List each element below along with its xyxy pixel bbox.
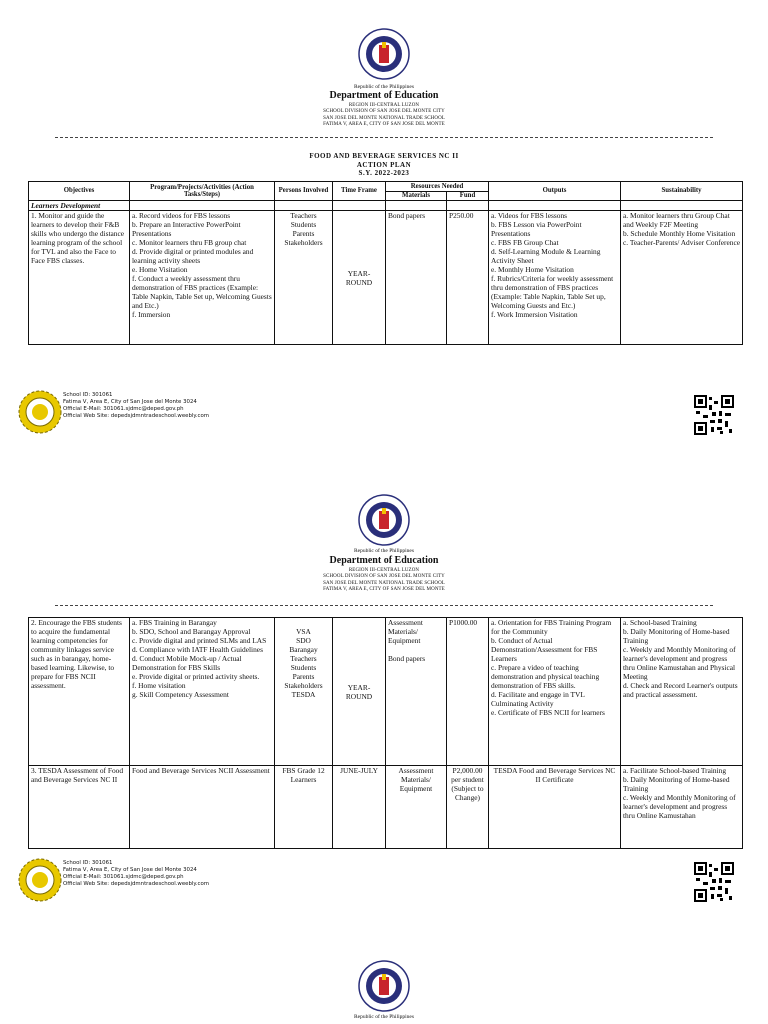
footer-website: Official Web Site: depedsjdmntradeschool.weebly.com [63, 881, 210, 887]
list-item: Students [290, 663, 317, 672]
list-item: a. FBS Training in Barangay [132, 618, 217, 627]
list-item: b. Conduct of Actual Demonstration/Assessment for FBS Learners [491, 636, 598, 663]
outputs-cell [489, 618, 621, 766]
footer-email: Official E-Mail: 301061.sjdmc@deped.gov.ph [63, 874, 184, 880]
list-item: f. Immersion [132, 310, 171, 319]
list-item: Bond papers [388, 211, 426, 220]
deped-seal-icon [358, 960, 410, 1012]
list-item: e. Home Visitation [132, 265, 188, 274]
sustainability-cell [621, 766, 743, 849]
list-item: b. Schedule Monthly Home Visitation [623, 229, 736, 238]
col-objectives: Objectives [29, 182, 130, 201]
time-cell: YEAR-ROUND [333, 211, 386, 345]
list-item: Teachers [290, 211, 317, 220]
list-item: f. Home visitation [132, 681, 186, 690]
list-item: Food and Beverage Services NCII Assessment [132, 766, 270, 775]
region-line: REGION III-CENTRAL LUZON [348, 568, 420, 573]
objective-cell: 3. TESDA Assessment of Food and Beverage Services NC II [29, 766, 130, 849]
col-fund: Fund [447, 192, 489, 201]
list-item: d. Provide digital or printed modules and learning activity sheets [132, 247, 254, 265]
list-item: c. Teacher-Parents/ Adviser Conference [623, 238, 741, 247]
list-item: Stakeholders [284, 238, 323, 247]
col-outputs: Outputs [489, 182, 621, 201]
fund-cell: P1000.00 [447, 618, 489, 766]
plan-title-line1: FOOD AND BEVERAGE SERVICES NC II [309, 152, 459, 160]
region-line: REGION III-CENTRAL LUZON [348, 103, 420, 108]
col-sustainability: Sustainability [621, 182, 743, 201]
address-line: FATIMA V, AREA E, CITY OF SAN JOSE DEL MONTE [323, 586, 445, 592]
header-divider [55, 605, 713, 606]
fund-cell: P2,000.00 per student (Subject to Change) [447, 766, 489, 849]
deped-seal-icon [358, 494, 410, 546]
republic-line: Republic of the Philippines [353, 548, 415, 554]
objective-cell: 1. Monitor and guide the learners to develop their F&B skills who undergo the distance learning program of the school for TVL and also the Face to Face FBS classes. [29, 211, 130, 345]
list-item: TESDA [291, 690, 316, 699]
list-item: a. Facilitate School-based Training [623, 766, 727, 775]
objective-cell: 2. Encourage the FBS students to acquire the fundamental learning competencies for community linkages service such as in barangay, home-based learning. Likewise, to prepare for FBS NCII assessment. [29, 618, 130, 766]
list-item: d. Check and Record Learner's outputs and practical assessment. [623, 681, 738, 699]
footer-email: Official E-Mail: 301061.sjdmc@deped.gov.ph [63, 406, 184, 412]
list-item: Teachers [290, 654, 317, 663]
table-row [29, 618, 743, 766]
footer-school-id: School ID: 301061 [63, 392, 113, 398]
list-item: Students [290, 220, 317, 229]
time-cell: YEAR-ROUND [333, 618, 386, 766]
list-item: c. FBS FB Group Chat [491, 238, 559, 247]
republic-line: Republic of the Philippines [353, 84, 415, 90]
activities-cell [130, 766, 275, 849]
footer-address: Fatima V, Area E, City of San Jose del Monte 3024 [63, 399, 197, 405]
qr-code-icon [694, 862, 734, 902]
materials-cell [386, 618, 447, 766]
activities-cell [130, 618, 275, 766]
list-item: c. Provide digital and printed SLMs and LAS [132, 636, 267, 645]
footer-website: Official Web Site: depedsjdmntradeschool.weebly.com [63, 413, 210, 419]
materials-cell [386, 766, 447, 849]
division-line: SCHOOL DIVISION OF SAN JOSE DEL MONTE CITY [323, 574, 445, 580]
department-name: Department of Education [329, 90, 439, 101]
list-item: d. Facilitate and engage in TVL Culminating Activity [491, 690, 585, 708]
list-item: b. Daily Monitoring of Home-based Training [623, 627, 730, 645]
action-plan-table-continued [28, 617, 743, 849]
list-item: Assessment Materials/ Equipment [398, 766, 434, 793]
list-item: b. Daily Monitoring of Home-based Training [623, 775, 730, 793]
persons-cell [275, 766, 333, 849]
republic-line: Republic of the Philippines [353, 1014, 415, 1020]
persons-cell [275, 618, 333, 766]
footer-school-id: School ID: 301061 [63, 860, 113, 866]
list-item: TESDA Food and Beverage Services NC II Certificate [493, 766, 616, 784]
list-item: f. Work Immersion Visitation [491, 310, 578, 319]
section-label: Learners Development [29, 201, 130, 211]
list-item: FBS Grade 12 Learners [282, 766, 325, 784]
list-item: b. SDO, School and Barangay Approval [132, 627, 251, 636]
list-item: a. School-based Training [623, 618, 697, 627]
list-item: e. Provide digital or printed activity sheets. [132, 672, 260, 681]
col-resources: Resources Needed [386, 182, 489, 192]
plan-title-line3: S.Y. 2022-2023 [358, 169, 410, 177]
address-line: FATIMA V, AREA E, CITY OF SAN JOSE DEL MONTE [323, 121, 445, 127]
school-line: SAN JOSE DEL MONTE NATIONAL TRADE SCHOOL [323, 580, 445, 586]
list-item: c. Prepare a video of teaching demonstration and physical teaching demonstration of FBS skills. [491, 663, 600, 690]
list-item: b. Prepare an Interactive PowerPoint Presentations [132, 220, 241, 238]
list-item: Parents [292, 229, 315, 238]
list-item: e. Certificate of FBS NCII for learners [491, 708, 605, 717]
footer-address: Fatima V, Area E, City of San Jose del Monte 3024 [63, 867, 197, 873]
list-item: a. Orientation for FBS Training Program for the Community [491, 618, 612, 636]
list-item: e. Monthly Home Visitation [491, 265, 574, 274]
table-row [29, 766, 743, 849]
list-item: c. Weekly and Monthly Monitoring of learner's development and progress thru Online Kamustahan and Physical Meeting [623, 645, 736, 681]
plan-title-line2: ACTION PLAN [356, 160, 412, 169]
list-item: a. Record videos for FBS lessons [132, 211, 231, 220]
list-item: Assessment Materials/ Equipment [388, 618, 423, 645]
division-line: SCHOOL DIVISION OF SAN JOSE DEL MONTE CITY [323, 109, 445, 115]
list-item: g. Skill Competency Assessment [132, 690, 229, 699]
list-item: SDO [296, 636, 311, 645]
spacer [388, 645, 444, 654]
list-item: a. Monitor learners thru Group Chat and Weekly F2F Meeting [623, 211, 730, 229]
list-item: Barangay [289, 645, 318, 654]
list-item: a. Videos for FBS lessons [491, 211, 568, 220]
department-name: Department of Education [329, 555, 439, 566]
list-item: Parents [292, 672, 315, 681]
col-programs: Program/Projects/Activities (Action Tasks/Steps) [130, 182, 275, 201]
list-item: c. Monitor learners thru FB group chat [132, 238, 247, 247]
list-item: f. Rubrics/Criteria for weekly assessment thru demonstration of FBS practices (Example: Table Napkin, Table Set up, Welcoming Guests and Etc.) [491, 274, 614, 310]
list-item: Bond papers [388, 654, 426, 663]
list-item: f. Conduct a weekly assessment thru demonstration of FBS practices (Example: Table Napkin, Table Set up, Welcoming Guests and Etc.) [132, 274, 272, 310]
time-cell: JUNE-JULY [333, 766, 386, 849]
list-item: d. Conduct Mobile Mock-up / Actual Demonstration for FBS Skills [132, 654, 242, 672]
list-item: b. FBS Lesson via PowerPoint Presentations [491, 220, 582, 238]
col-time: Time Frame [333, 182, 386, 201]
sustainability-cell [621, 618, 743, 766]
list-item: c. Weekly and Monthly Monitoring of learner's development and progress thru Online Kamustahan [623, 793, 736, 820]
school-logo-icon [18, 858, 62, 902]
fund-cell: P250.00 [447, 211, 489, 345]
outputs-cell [489, 766, 621, 849]
school-line: SAN JOSE DEL MONTE NATIONAL TRADE SCHOOL [323, 115, 445, 121]
col-materials: Materials [386, 192, 447, 201]
header-sublines [0, 568, 768, 593]
col-persons: Persons Involved [275, 182, 333, 201]
list-item: d. Self-Learning Module & Learning Activity Sheet [491, 247, 601, 265]
footer-text [63, 860, 209, 888]
list-item: d. Compliance with IATF Health Guidelines [132, 645, 263, 654]
list-item: Stakeholders [284, 681, 323, 690]
list-item: VSA [296, 627, 311, 636]
school-footer [18, 858, 218, 904]
